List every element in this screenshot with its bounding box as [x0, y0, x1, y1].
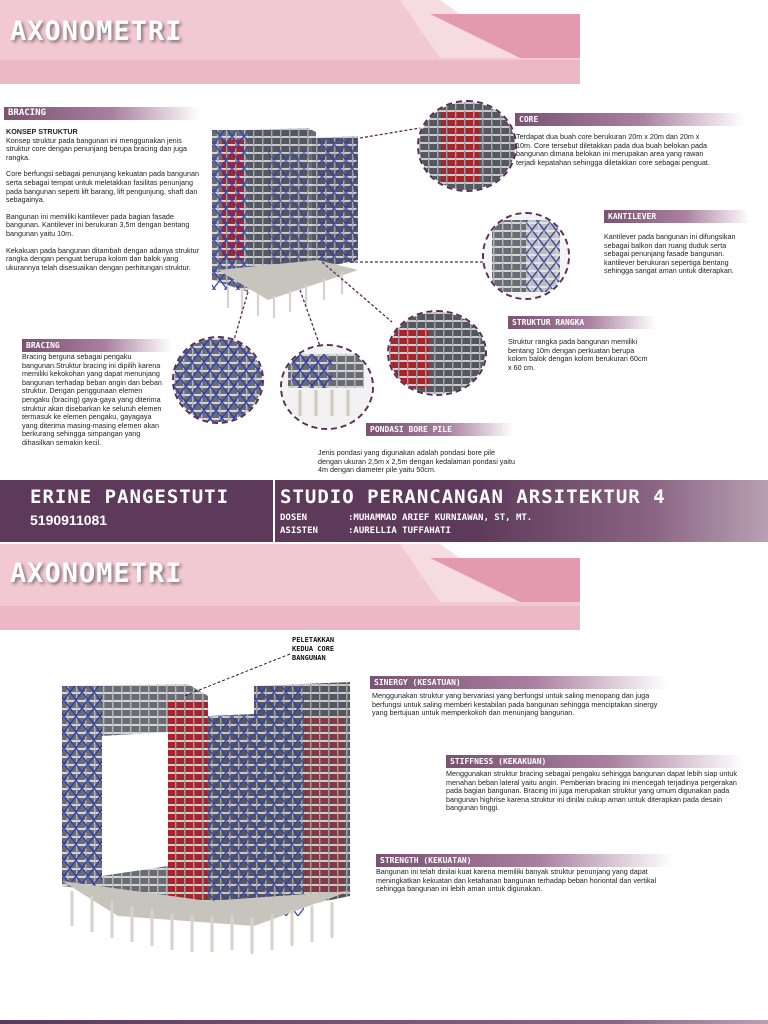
konsep-p3: Bangunan ini memiliki kantilever pada bagian fasade bangunan. Kantilever ini berukuran 3,5m dengan bentang bangunan yaitu 10m. — [6, 211, 190, 238]
core-callout-line — [180, 650, 300, 700]
kantilever-text: Kantilever pada bangunan ini difungsikan sebagai balkon dan ruang duduk serta sebagai penunjang fasade bangunan. kantilever berukuran sepertiga bentang sehingga sangat aman untuk diterapkan. — [604, 232, 736, 276]
konsep-p1: Konsep struktur pada bangunan ini menggunakan jenis struktur core dengan penunjang berupa bracing dan juga rangka. — [6, 135, 188, 162]
rangka-detail-circle — [387, 310, 487, 396]
rangka-label: STRUKTUR RANGKA — [508, 316, 656, 329]
callout-line-1: PELETAKKAN — [292, 636, 335, 644]
asisten-value: :AURELLIA TUFFAHATI — [348, 526, 451, 536]
dosen-label: DOSEN — [280, 513, 308, 523]
callout-line-2: KEDUA CORE — [292, 645, 335, 653]
konsep-title: KONSEP STRUKTUR — [6, 127, 78, 136]
bracing-text: Bracing berguna sebagai pengaku bangunan.Struktur bracing ini dipilih karena memiliki kekokohan yang dapat menunjang bangunan terhadap beban angin dan beban struktur. Dengan penggunaan elemen pengaku (bracing) gaya-gaya yang diterima struktur akan disebarkan ke seluruh elemen termasuk ke elemen pengaku, gayagaya yang diterima masing-masing elemen akan berkurang sehingga simpangan yang dihasilkan semakin kecil. — [22, 352, 162, 447]
axonometric-building-2 — [58, 676, 358, 966]
stiffness-text: Menggunakan struktur bracing sebagai pengaku sehingga bangunan dapat lebih siap untuk menahan beban lateral yaitu angin. Pemberian bracing ini mencegah terjadinya pergerakan pada bagian bangunan. Bracing ini juga merupakan struktur yang umum digunakan pada bangunan highrise karena struktur ini dinilai cukup aman untuk diterapkan pada desain bangunan tinggi. — [446, 769, 737, 813]
bracing-label: BRACING — [22, 339, 172, 352]
callout-line-3: BANGUNAN — [292, 654, 326, 662]
strength-label: STRENGTH (KEKUATAN) — [376, 854, 674, 867]
stiffness-label: STIFFNESS (KEKAKUAN) — [446, 755, 744, 768]
core-text: Terdapat dua buah core berukuran 20m x 20m dan 20m x 10m. Core tersebut diletakkan pada dua buah belokan pada bangunan dimana belokan ini merupakan area yang rawan terjadi kepatahan sehingga diletakkan core sebagai penguat. — [516, 132, 710, 167]
strength-text: Bangunan ini telah dinilai kuat karena memiliki banyak struktur penunjang yang dapat meningkatkan kekuatan dan ketahanan bangunan terhadap beban horiontal dan vertikal sehingga bangunan ini lebih aman untuk digunakan. — [376, 867, 657, 894]
sinergy-text: Menggunakan struktur yang bervariasi yang berfungsi untuk saling menopang dan juga berfungsi untuk saling memberi kestabilan pada bangunan sehingga menciptakan sinergy yang bertujuan untuk memperkokoh dan menunjang bangunan. — [372, 691, 658, 718]
sinergy-label: SINERGY (KESATUAN) — [370, 676, 668, 689]
kantilever-detail-circle — [482, 212, 570, 300]
footer-divider — [273, 480, 275, 542]
pondasi-detail-circle — [280, 344, 374, 430]
studio-title: STUDIO PERANCANGAN ARSITEKTUR 4 — [280, 486, 666, 508]
student-name: ERINE PANGESTUTI — [30, 486, 230, 508]
dosen-value: :MUHAMMAD ARIEF KURNIAWAN, ST, MT. — [348, 513, 533, 523]
page2-title: AXONOMETRI — [10, 558, 183, 589]
bracing-detail-circle — [172, 336, 264, 424]
bracing-header: BRACING — [4, 107, 200, 120]
footer-bar — [0, 480, 768, 542]
core-label: CORE — [515, 113, 745, 126]
bottom-strip — [0, 1020, 768, 1024]
rangka-text: Struktur rangka pada bangunan memiliki bentang 10m dengan perkuatan berupa kolom balok dengan kolom berukuran 60cm x 60 cm. — [508, 337, 648, 372]
core-detail-circle — [417, 100, 517, 192]
kantilever-label: KANTILEVER — [604, 210, 750, 223]
student-nim: 5190911081 — [30, 512, 108, 528]
asisten-label: ASISTEN — [280, 526, 318, 536]
konsep-p2: Core berfungsi sebagai penunjang kekuatan pada bangunan serta sebagai tempat untuk meletakkan fasilitas penunjang pada bangunan seperti lift barang, lift pengunjung, shaft dan sebagainya. — [6, 169, 200, 205]
page-title: AXONOMETRI — [10, 16, 183, 47]
konsep-p4: Kekakuan pada bangunan ditambah dengan adanya struktur rangka dengan penguat berupa kolom dan balok yang ukurannya telah disesuaikan dengan perhitungan struktur. — [6, 245, 200, 272]
page2-title-banner — [0, 544, 580, 630]
pondasi-text: Jenis pondasi yang digunakan adalah pondasi bore pile dengan ukuran 2,5m x 2,5m dengan kedalaman pondasi yaitu 4m dengan diameter pile yaitu 50cm. — [318, 448, 515, 475]
pondasi-label: PONDASI BORE PILE — [366, 423, 514, 436]
core-callout — [292, 636, 334, 663]
